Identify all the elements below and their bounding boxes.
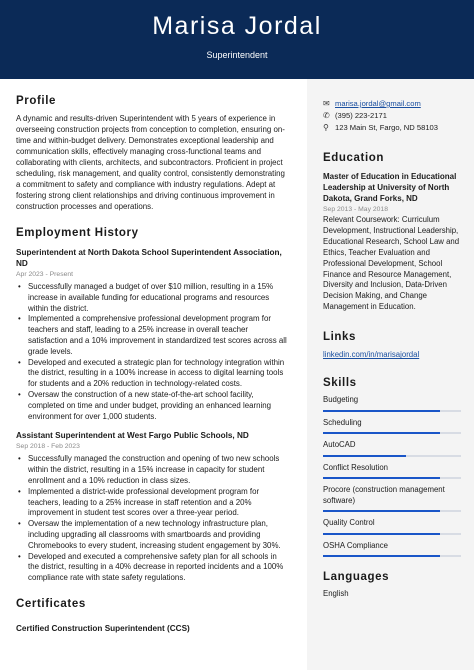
contact-phone-row	[323, 110, 462, 122]
location-pin-icon: ⚲	[323, 123, 329, 132]
skill-item	[323, 463, 462, 480]
skill-level-bar	[323, 510, 461, 512]
skill-level-fill	[323, 410, 440, 412]
profile-heading: Profile	[16, 95, 56, 107]
job-dates: Apr 2023 - Present	[16, 271, 74, 278]
skills-heading: Skills	[323, 377, 357, 390]
education-heading: Education	[323, 152, 384, 164]
skill-name: AutoCAD	[323, 440, 356, 450]
language-name: English	[323, 589, 349, 599]
certificates-heading: Certificates	[16, 597, 86, 610]
skill-level-fill	[323, 432, 440, 434]
resume-header	[0, 0, 474, 79]
main-column	[16, 95, 288, 670]
skill-level-fill	[323, 477, 440, 479]
skill-level-bar	[323, 533, 461, 535]
job-bullets	[16, 454, 288, 584]
job-bullet: • Implemented a comprehensive professional development program for teachers and staff, leading to a 25% increase in overall teacher satisfaction and a 10% improvement in standardized test scores across all grade levels.	[16, 314, 288, 357]
skill-item	[323, 485, 462, 512]
skill-name: Quality Control	[323, 518, 375, 528]
job-dates: Sep 2018 - Feb 2023	[16, 443, 80, 451]
skill-name: OSHA Compliance	[323, 540, 389, 550]
job-bullet: • Developed and executed a comprehensive safety plan for all schools in the district, resulting in a 40% decrease in reported incidents and a 100% compliance rate with state safety regulations.	[16, 552, 288, 584]
skill-item	[323, 541, 462, 558]
coursework: Relevant Coursework: Curriculum Development, Instructional Leadership, Educational Research, School Law and Ethics, Teacher Evaluation and Professional Development, School Finance and Resource Management, Diversity and Inclusion, Data-Driven Decision Making, and Change Management in Education.	[323, 215, 460, 312]
address: 123 Main St, Fargo, ND 58103	[335, 123, 438, 132]
job-title: Assistant Superintendent at West Fargo Public Schools, ND	[16, 431, 249, 441]
email-icon: ✉	[323, 99, 330, 108]
phone-icon: ✆	[323, 111, 330, 120]
job-bullet: • Oversaw the construction of a new state-of-the-art school facility, completed on time and under budget, providing an enhanced learning environment for over 1,000 students.	[16, 390, 288, 422]
links-heading: Links	[323, 331, 357, 344]
skill-level-bar	[323, 410, 461, 412]
skill-item	[323, 395, 462, 412]
skill-level-bar	[323, 455, 461, 457]
contact-address-row	[323, 122, 462, 134]
job-bullet: • Developed and executed a strategic plan for technology integration within the district, resulting in a 100% increase in access to digital learning tools for students and a 20% reduction in technology-related costs.	[16, 358, 288, 390]
skills-list	[323, 395, 462, 557]
job-bullets	[16, 282, 288, 422]
linkedin-link[interactable]: linkedin.com/in/marisajordal	[323, 350, 420, 360]
skill-item	[323, 518, 462, 535]
job-entry	[16, 430, 288, 584]
phone-number: (395) 223-2171	[335, 111, 387, 120]
job-bullet: • Oversaw the implementation of a new technology infrastructure plan, including upgrading all classrooms with smartboards and providing Chromebooks to every student, increasing student engagement by 30%.	[16, 519, 288, 551]
candidate-name: Marisa Jordal	[152, 12, 322, 40]
skill-name: Conflict Resolution	[323, 462, 389, 472]
skill-item	[323, 418, 462, 435]
languages-heading: Languages	[323, 571, 390, 584]
profile-text: A dynamic and results-driven Superintendent with 5 years of experience in overseeing construction projects from conception to completion, ensuring on-time and within-budget delivery. Demonstrates exceptional leadership and communication skills, effectively managing cross-functional teams and collaborating with clients, architects, and subcontractors. Proficient in project scheduling, risk management, and quality control, consistently demonstrating a commitment to safety and compliance with industry regulations. Adept at fostering strong client relationships and driving continuous improvement in construction processes and operations.	[16, 114, 285, 211]
skill-name: Budgeting	[323, 395, 359, 405]
email-link[interactable]: marisa.jordal@gmail.com	[335, 99, 421, 108]
skill-level-fill	[323, 533, 440, 535]
skill-level-bar	[323, 432, 461, 434]
job-bullet: • Successfully managed the construction and opening of two new schools within the district, resulting in a 15% increase in capacity for student enrollment and a 10% reduction in class sizes.	[16, 454, 288, 486]
sidebar	[307, 79, 474, 670]
job-bullet: • Implemented a district-wide professional development program for teachers, leading to a 25% increase in staff retention and a 20% improvement in student test scores over a three-year period.	[16, 487, 288, 519]
job-bullet: • Successfully managed a budget of over $10 million, resulting in a 15% increase in available funding for educational programs and resources within the district.	[16, 282, 288, 314]
language-item	[323, 589, 462, 600]
job-title: Superintendent at North Dakota School Superintendent Association, ND	[16, 248, 282, 268]
education-dates: Sep 2013 - May 2018	[323, 206, 388, 213]
job-entry	[16, 247, 288, 422]
degree-title: Master of Education in Educational Leadership at University of North Dakota, Grand Forks, ND	[323, 172, 457, 203]
employment-heading: Employment History	[16, 227, 139, 239]
skill-item	[323, 440, 462, 457]
contact-email-row	[323, 98, 462, 110]
skill-name: Procore (construction management software)	[323, 485, 445, 505]
skill-level-fill	[323, 510, 440, 512]
skill-level-fill	[323, 455, 406, 457]
certificate-name: Certified Construction Superintendent (CCS)	[16, 623, 190, 633]
candidate-role: Superintendent	[206, 50, 268, 60]
skill-name: Scheduling	[323, 417, 362, 427]
skill-level-bar	[323, 477, 461, 479]
